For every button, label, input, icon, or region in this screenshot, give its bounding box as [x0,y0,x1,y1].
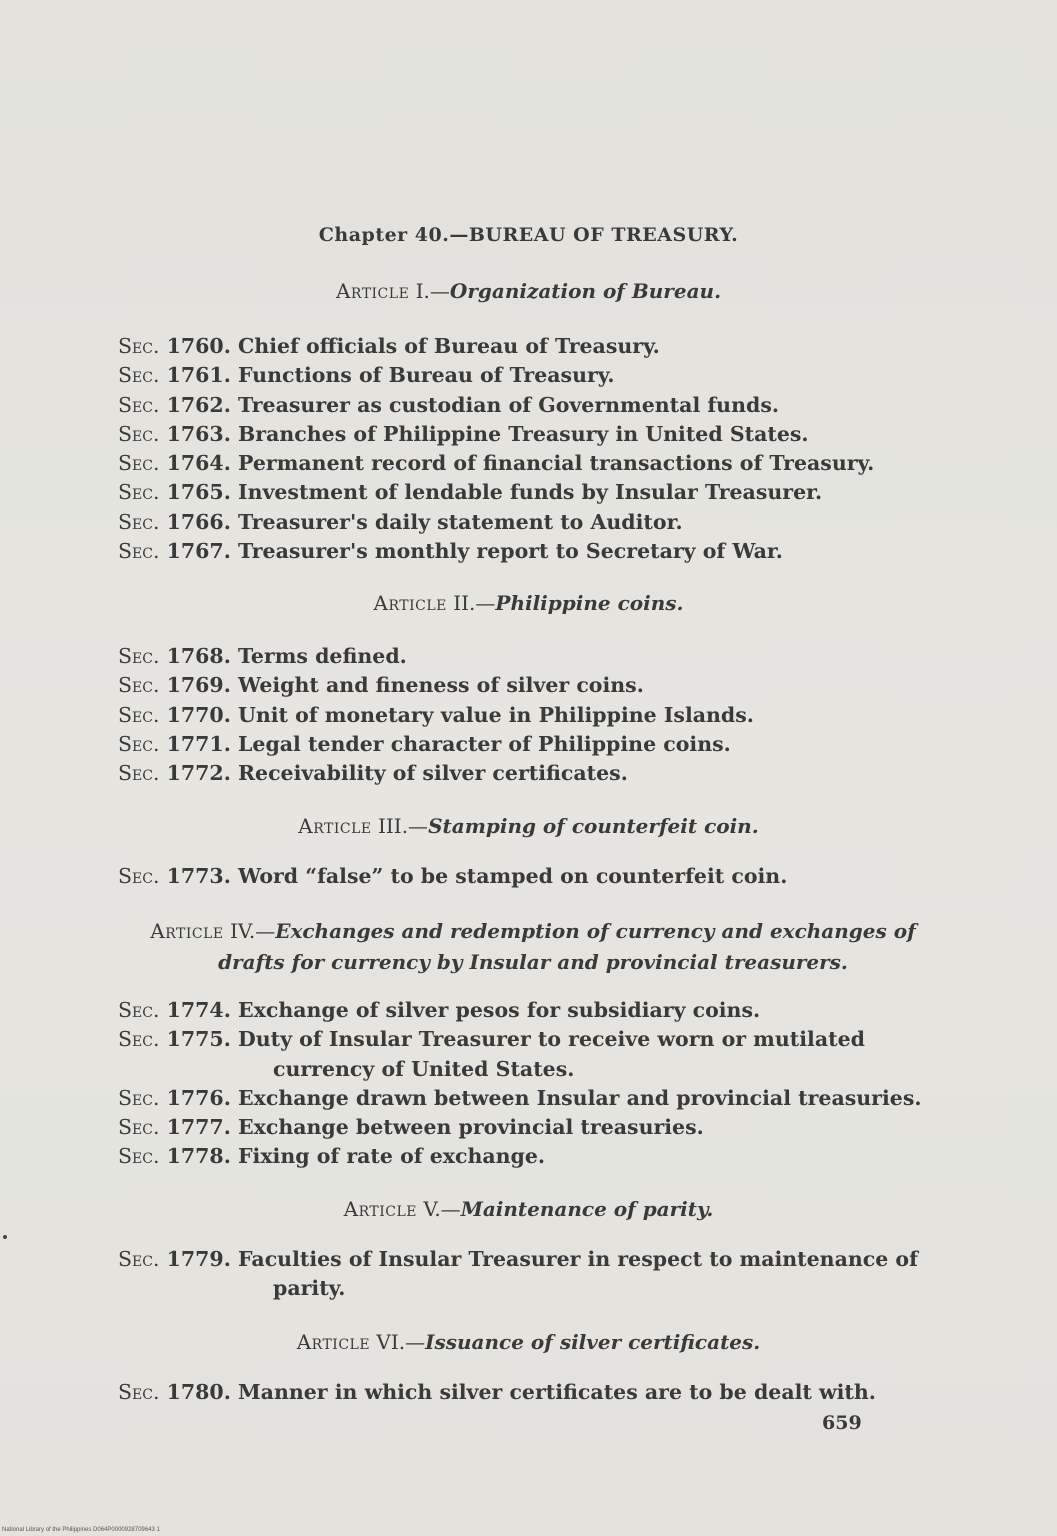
section-item [118,1025,948,1084]
article-number: I.— [409,279,450,303]
section-number: 1780. [166,1380,231,1404]
section-text: Manner in which silver certificates are to be dealt with. [237,1380,876,1404]
section-number: 1776. [166,1085,231,1110]
section-label: Sec. [118,1380,160,1404]
article-heading-2 [0,588,1057,619]
section-label: Sec. [118,1115,160,1140]
section-text: Functions of Bureau of Treasury. [237,363,615,388]
section-number: 1767. [166,539,231,564]
section-text: Faculties of Insular Treasurer in respect to maintenance of parity. [237,1247,918,1301]
section-number: 1768. [166,644,231,668]
article-subtitle: Organization of Bureau. [449,279,722,303]
section-number: 1777. [166,1115,231,1140]
article-subtitle: Philippine coins. [495,591,684,615]
section-item [118,332,948,361]
section-text: Terms defined. [237,644,407,668]
section-number: 1770. [166,702,231,727]
section-number: 1778. [166,1144,231,1169]
article-number: VI.— [370,1330,426,1354]
page-number: 659 [822,1412,862,1434]
section-text: Permanent record of financial transactions of Treasury. [237,451,875,476]
section-item [118,701,948,730]
section-label: Sec. [118,1027,160,1052]
section-text: Legal tender character of Philippine coins. [237,731,731,756]
section-item [118,420,948,449]
article-label: Article [335,279,410,303]
section-label: Sec. [118,731,160,756]
section-item [118,730,948,759]
section-number: 1772. [166,761,231,786]
section-number: 1771. [166,731,231,756]
section-text: Exchange drawn between Insular and provincial treasuries. [237,1085,922,1110]
section-label: Sec. [118,761,160,786]
section-label: Sec. [118,451,160,476]
article-heading-5 [0,1194,1057,1225]
section-text: Receivability of silver certificates. [237,761,628,786]
section-text: Exchange between provincial treasuries. [237,1115,704,1140]
section-item [118,537,948,566]
section-label: Sec. [118,480,160,505]
article-label: Article [150,919,224,943]
section-text: Treasurer as custodian of Governmental funds. [237,392,780,417]
section-number: 1775. [166,1027,231,1052]
section-item [118,361,948,390]
section-number: 1773. [166,864,231,888]
section-number: 1769. [166,673,231,698]
section-text: Weight and fineness of silver coins. [237,673,644,698]
section-text: Investment of lendable funds by Insular Treasurer. [237,480,823,505]
article-subtitle: Maintenance of parity. [460,1197,714,1221]
section-list-article-5 [118,1245,948,1304]
section-item [118,391,948,420]
section-text: Chief officials of Bureau of Treasury. [237,334,660,358]
article-subtitle: Exchanges and redemption of currency and exchanges of drafts for currency by Insular and provincial treasurers. [218,919,916,974]
article-subtitle: Issuance of silver certificates. [425,1330,761,1354]
section-label: Sec. [118,1144,160,1169]
footer-credit: National Library of the Philippines D064P0000928709643 1 [2,1527,160,1533]
section-label: Sec. [118,392,160,417]
section-label: Sec. [118,702,160,727]
section-item [118,1084,948,1113]
section-item [118,642,948,671]
chapter-title: Chapter 40.—BUREAU OF TREASURY. [318,224,739,246]
section-item [118,1142,948,1171]
scan-speck [3,1235,7,1239]
section-label: Sec. [118,421,160,446]
section-item [118,996,948,1025]
section-label: Sec. [118,509,160,534]
section-number: 1766. [166,509,231,534]
section-label: Sec. [118,539,160,564]
section-number: 1779. [166,1247,231,1271]
section-text: Fixing of rate of exchange. [237,1144,546,1169]
section-number: 1765. [166,480,231,505]
article-label: Article [298,814,372,838]
section-item [118,671,948,700]
section-text: Word “false” to be stamped on counterfeit coin. [237,864,788,888]
section-item [118,1113,948,1142]
section-item [118,759,948,788]
section-number: 1763. [166,421,231,446]
section-text: Treasurer's daily statement to Auditor. [237,509,683,534]
article-number: III.— [371,814,429,838]
section-text: Unit of monetary value in Philippine Islands. [237,702,754,727]
section-label: Sec. [118,673,160,698]
section-label: Sec. [118,334,160,358]
section-label: Sec. [118,1085,160,1110]
section-item [118,1378,948,1407]
section-number: 1762. [166,392,231,417]
article-heading-4 [128,916,938,978]
section-number: 1760. [166,334,231,358]
article-number: V.— [417,1197,461,1221]
section-label: Sec. [118,864,160,888]
article-heading-6 [0,1327,1057,1358]
article-heading-3 [0,811,1057,842]
article-label: Article [343,1197,418,1221]
section-text: Branches of Philippine Treasury in United States. [237,421,809,446]
section-list-article-6 [118,1378,948,1407]
section-number: 1761. [166,363,231,388]
section-item [118,449,948,478]
section-item [118,1245,948,1304]
section-text: Exchange of silver pesos for subsidiary coins. [237,998,761,1022]
section-label: Sec. [118,998,160,1022]
section-number: 1774. [166,998,231,1022]
section-item [118,508,948,537]
article-subtitle: Stamping of counterfeit coin. [428,814,759,838]
section-list-article-3 [118,862,948,891]
article-number: II.— [446,591,496,615]
section-number: 1764. [166,451,231,476]
section-list-article-2 [118,642,948,788]
section-item [118,478,948,507]
article-label: Article [373,591,447,615]
article-label: Article [296,1330,371,1354]
article-number: IV.— [223,919,276,943]
section-text: Duty of Insular Treasurer to receive worn or mutilated currency of United States. [237,1027,865,1081]
section-text: Treasurer's monthly report to Secretary of War. [237,539,783,564]
section-list-article-1 [118,332,948,566]
section-label: Sec. [118,644,160,668]
article-heading-1 [0,276,1057,307]
section-label: Sec. [118,363,160,388]
section-item [118,862,948,891]
section-list-article-4 [118,996,948,1172]
section-label: Sec. [118,1247,160,1271]
